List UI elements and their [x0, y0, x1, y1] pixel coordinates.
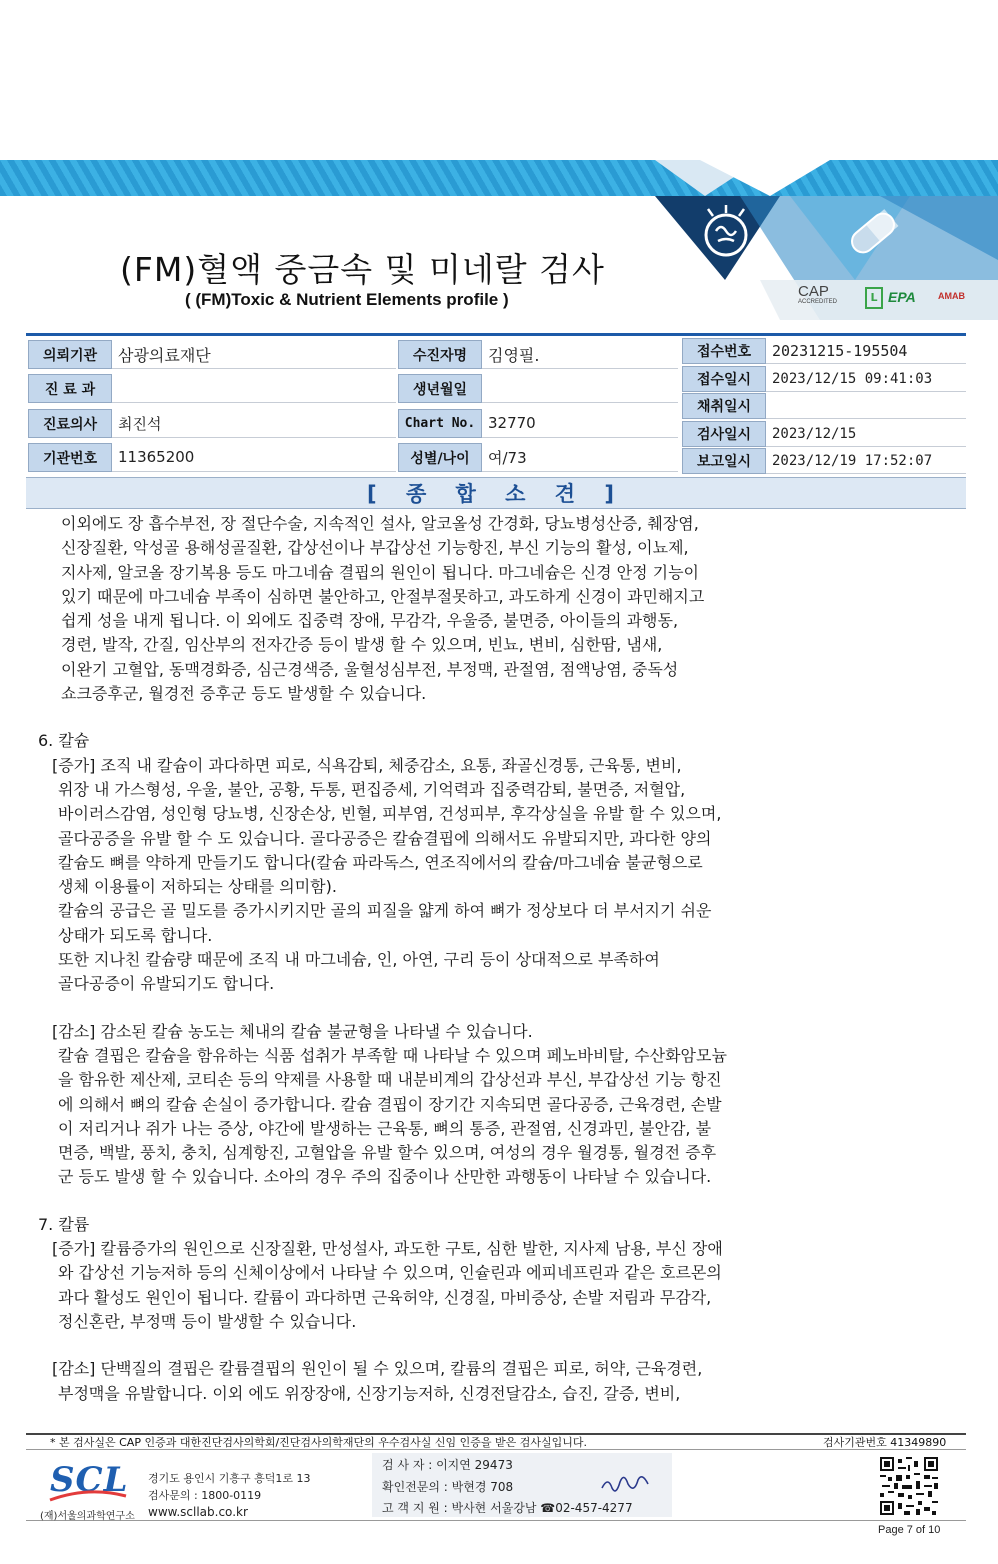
value-receipt-datetime: 2023/12/15 09:41:03: [766, 366, 966, 392]
text-line: 지사제, 알코올 장기복용 등도 마그네슘 결핍의 원인이 됩니다. 마그네슘은 신경 안정 기능이: [61, 562, 699, 582]
label-patient: 수진자명: [398, 340, 482, 369]
scl-swoosh: [48, 1490, 128, 1504]
expert: 확인전문의 : 박현경 708: [382, 1480, 514, 1494]
text-line: 군 등도 발생 할 수 있습니다. 소아의 경우 주의 집중이나 산만한 과행동이 나타날 수 있습니다.: [58, 1167, 712, 1187]
calcium-decrease: [38, 1020, 938, 1190]
cap-logo: CAP ACCREDITED: [798, 283, 838, 305]
website-link[interactable]: www.scllab.co.kr: [148, 1505, 248, 1519]
address: 경기도 용인시 기흥구 흥덕1로 13: [148, 1472, 311, 1485]
customer-support: 고 객 지 원 : 박사현 서울강남 ☎02-457-4277: [382, 1501, 633, 1515]
accreditation-note: * 본 검사실은 CAP 인증과 대한진단검사의학회/진단검사의학재단의 우수검사실 신임 인증을 받은 검사실입니다.: [50, 1436, 588, 1449]
text-line: 칼슘의 공급은 골 밀도를 증가시키지만 골의 피질을 얇게 하여 뼈가 정상보다 더 부서지기 쉬운: [58, 901, 712, 921]
amab-logo: AMAB: [938, 291, 965, 301]
text-line: 골다공증이 유발되기도 합니다.: [58, 974, 275, 994]
table-top-rule: [26, 333, 966, 336]
section-title-calcium: 6. 칼슘: [38, 731, 90, 751]
label-department: 진 료 과: [28, 374, 112, 403]
value-receipt-no: 20231215-195504: [766, 338, 966, 364]
label-sex-age: 성별/나이: [398, 443, 482, 472]
text-line: [증가] 칼륨증가의 원인으로 신장질환, 만성설사, 과도한 구토, 심한 발한, 지사제 남용, 부신 장애: [52, 1239, 723, 1259]
value-org-no: 11365200: [112, 443, 396, 472]
value-institution: 삼광의료재단: [112, 340, 396, 369]
value-report-datetime: 2023/12/19 17:52:07: [766, 448, 966, 474]
report-subtitle: ( (FM)Toxic & Nutrient Elements profile ): [185, 290, 509, 309]
label-org-no: 기관번호: [28, 443, 112, 472]
label-receipt-no: 접수번호: [682, 338, 766, 364]
section-title-potassium: 7. 칼륨: [38, 1214, 90, 1234]
text-line: 위장 내 가스형성, 우울, 불안, 공황, 두통, 편집증세, 기억력과 집중력감퇴, 불면증, 저혈압,: [58, 779, 686, 799]
text-line: 쉽게 성을 내게 됩니다. 이 외에도 집중력 장애, 무감각, 우울증, 불면증, 아이들의 과행동,: [61, 611, 679, 631]
scl-name: (재)서울의과학연구소: [40, 1511, 135, 1522]
text-line: 와 갑상선 기능저하 등의 신체이상에서 나타날 수 있으며, 인슐린과 에피네프린과 같은 호르몬의: [58, 1263, 722, 1283]
lab-number: 검사기관번호 41349890: [823, 1436, 947, 1449]
report-title: (FM)혈액 중금속 및 미네랄 검사: [120, 250, 605, 289]
potassium-decrease: [38, 1357, 938, 1406]
text-line: 바이러스감염, 성인형 당뇨병, 신장손상, 빈혈, 피부염, 건성피부, 후각상실을 유발 할 수 있으며,: [58, 804, 722, 824]
value-patient: 김영필.: [482, 340, 678, 369]
text-line: 칼슘 결핍은 칼슘을 함유하는 식품 섭취가 부족할 때 나타날 수 있으며 페노바비탈, 수산화암모늄: [58, 1045, 727, 1065]
label-institution: 의뢰기관: [28, 340, 112, 369]
label-chart-no: Chart No.: [398, 409, 482, 438]
text-line: 또한 지나친 칼슘량 때문에 조직 내 마그네슘, 인, 아연, 구리 등이 상대적으로 부족하여: [58, 950, 660, 970]
label-report-datetime: 보고일시: [682, 448, 766, 474]
value-collect-datetime: [766, 393, 966, 419]
value-department: [112, 374, 396, 403]
value-test-datetime: 2023/12/15: [766, 421, 966, 447]
text-line: 정신혼란, 부정맥 등이 발생할 수 있습니다.: [58, 1311, 357, 1331]
text-line: 신장질환, 악성골 용해성골질환, 갑상선이나 부갑상선 기능항진, 부신 기능의 활성, 이뇨제,: [61, 538, 689, 558]
tester: 검 사 자 : 이지연 29473: [382, 1458, 513, 1472]
text-line: 상태가 되도록 합니다.: [58, 925, 213, 945]
value-chart-no: 32770: [482, 409, 678, 438]
label-test-datetime: 검사일시: [682, 421, 766, 447]
epa-logo: EPA: [888, 289, 916, 305]
text-line: 쇼크증후군, 월경전 증후군 등도 발생할 수 있습니다.: [61, 684, 427, 704]
summary-heading: [ 종 합 소 견 ]: [26, 477, 966, 509]
summary-body: [38, 512, 938, 1406]
calcium-increase: [38, 754, 938, 997]
scl-logo: SCL: [50, 1460, 129, 1500]
text-line: [감소] 감소된 칼슘 농도는 체내의 칼슘 불균형을 나타낼 수 있습니다.: [52, 1021, 533, 1041]
text-line: 면증, 백발, 풍치, 충치, 심계항진, 고혈압을 유발 할수 있으며, 여성의 경우 월경통, 월경전 증후: [58, 1143, 717, 1163]
qr-code: [880, 1457, 938, 1515]
label-collect-datetime: 채취일시: [682, 393, 766, 419]
text-line: 골다공증을 유발 할 수 도 있습니다. 골다공증은 칼슘결핍에 의해서도 유발되지만, 과다한 양의: [58, 828, 712, 848]
text-line: 생체 이용률이 저하되는 상태를 의미함).: [58, 877, 337, 897]
lm-logo: L: [865, 287, 883, 309]
text-line: 경련, 발작, 간질, 임산부의 전자간증 등이 발생 할 수 있으며, 빈뇨, 변비, 심한땀, 냄새,: [61, 635, 663, 655]
text-line: 칼슘도 뼈를 약하게 만들기도 합니다(칼슘 파라독스, 연조직에서의 칼슘/마그네슘 불균형으로: [58, 852, 703, 872]
text-line: [감소] 단백질의 결핍은 칼륨결핍의 원인이 될 수 있으며, 칼륨의 결핍은 피로, 허약, 근육경련,: [52, 1359, 703, 1379]
text-line: [증가] 조직 내 칼슘이 과다하면 피로, 식욕감퇴, 체중감소, 요통, 좌골신경통, 근육통, 변비,: [52, 755, 682, 775]
value-sex-age: 여/73: [482, 443, 678, 472]
potassium-increase: [38, 1237, 938, 1334]
text-line: 을 함유한 제산제, 코티손 등의 약제를 사용할 때 내분비계의 갑상선과 부신, 부갑상선 기능 항진: [58, 1070, 722, 1090]
text-line: 부정맥을 유발합니다. 이외 에도 위장장애, 신장기능저하, 신경전달감소, 습진, 갈증, 변비,: [58, 1383, 681, 1403]
text-line: 과다 활성도 원인이 됩니다. 칼륨이 과다하면 근육허약, 신경질, 마비증상, 손발 저림과 무감각,: [58, 1287, 712, 1307]
magnesium-continuation: [38, 512, 938, 706]
page-number: Page 7 of 10: [878, 1524, 941, 1536]
text-line: 이 저리거나 쥐가 나는 증상, 야간에 발생하는 근육통, 뼈의 통증, 관절염, 신경과민, 불안감, 불: [58, 1118, 712, 1138]
text-line: 이외에도 장 흡수부전, 장 절단수술, 지속적인 설사, 알코올성 간경화, 당뇨병성산증, 췌장염,: [61, 514, 699, 533]
text-line: 에 의해서 뼈의 칼슘 손실이 증가합니다. 칼슘 결핍이 장기간 지속되면 골다공증, 근육경련, 손발: [58, 1094, 722, 1114]
phone: 검사문의 : 1800-0119: [148, 1489, 262, 1502]
text-line: 있기 때문에 마그네슘 부족이 심하면 불안하고, 안절부절못하고, 과도하게 신경이 과민해지고: [61, 586, 705, 606]
value-doctor: 최진석: [112, 409, 396, 438]
value-birth: [482, 374, 678, 403]
text-line: 이완기 고혈압, 동맥경화증, 심근경색증, 울혈성심부전, 부정맥, 관절염, 점액낭염, 중독성: [61, 659, 679, 679]
label-receipt-datetime: 접수일시: [682, 366, 766, 392]
label-doctor: 진료의사: [28, 409, 112, 438]
label-birth: 생년월일: [398, 374, 482, 403]
signature: [598, 1472, 652, 1496]
